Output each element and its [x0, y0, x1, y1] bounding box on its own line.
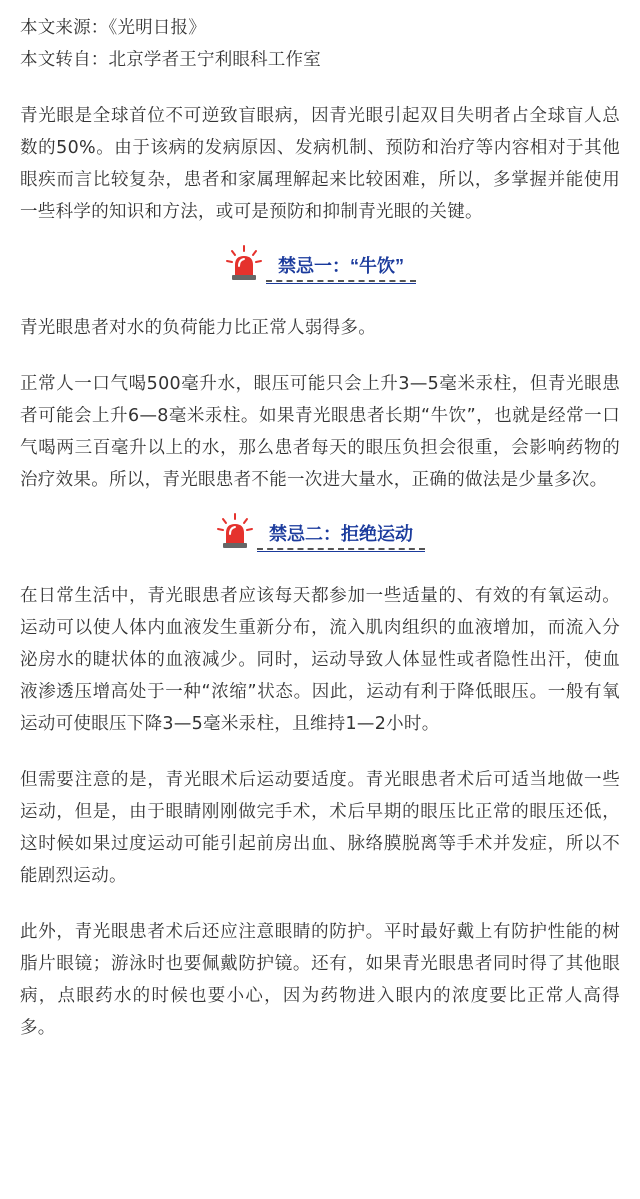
water-paragraph-1: 青光眼患者对水的负荷能力比正常人弱得多。 [20, 318, 376, 338]
source-line: 本文来源：《光明日报》 [20, 18, 206, 38]
water-paragraph-2: 正常人一口气喝500毫升水，眼压可能只会上升3—5毫米汞柱，但青光眼患者可能会上升6—8毫米汞柱。如果青光眼患者长期“牛饮”，也就是经常一口气喝两三百毫升以上的水，那么患者每天的眼压负担会很重，会影响药物的治疗效果。所以，青光眼患者不能一次进大量水，正确的做法是少量多次。 [20, 374, 620, 490]
siren-icon [224, 244, 264, 284]
intro-paragraph: 青光眼是全球首位不可逆致盲眼病，因青光眼引起双目失明者占全球盲人总数的50%。由于该病的发病原因、发病机制、预防和治疗等内容相对于其他眼疾而言比较复杂，患者和家属理解起来比较困难，所以，多掌握并能使用一些科学的知识和方法，或可是预防和抑制青光眼的关键。 [20, 106, 620, 222]
source-forward-line: 本文转自：北京学者王宁利眼科工作室 [20, 50, 321, 70]
section-heading-title: 禁忌二：拒绝运动 [257, 524, 425, 550]
exercise-paragraph-1: 在日常生活中，青光眼患者应该每天都参加一些适量的、有效的有氧运动。运动可以使人体内血液发生重新分布，流入肌肉组织的血液增加，而流入分泌房水的睫状体的血液减少。同时，运动导致人体显性或者隐性出汗，使血液渗透压增高处于一种“浓缩”状态。因此，运动有利于降低眼压。一般有氧运动可使眼压下降3—5毫米汞柱，且维持1—2小时。 [20, 586, 620, 734]
section-heading-1 [20, 238, 620, 284]
siren-icon [215, 512, 255, 552]
source-block [20, 12, 620, 76]
exercise-paragraph-3: 此外，青光眼患者术后还应注意眼睛的防护。平时最好戴上有防护性能的树脂片眼镜；游泳时也要佩戴防护镜。还有，如果青光眼患者同时得了其他眼病，点眼药水的时候也要小心，因为药物进入眼内的浓度要比正常人高得多。 [20, 922, 620, 1038]
exercise-paragraph-2: 但需要注意的是，青光眼术后运动要适度。青光眼患者术后可适当地做一些运动，但是，由于眼睛刚刚做完手术，术后早期的眼压比正常的眼压还低，这时候如果过度运动可能引起前房出血、脉络膜脱离等手术并发症，所以不能剧烈运动。 [20, 770, 620, 886]
section-heading-title: 禁忌一：“牛饮” [266, 256, 416, 282]
section-heading-2 [20, 506, 620, 552]
